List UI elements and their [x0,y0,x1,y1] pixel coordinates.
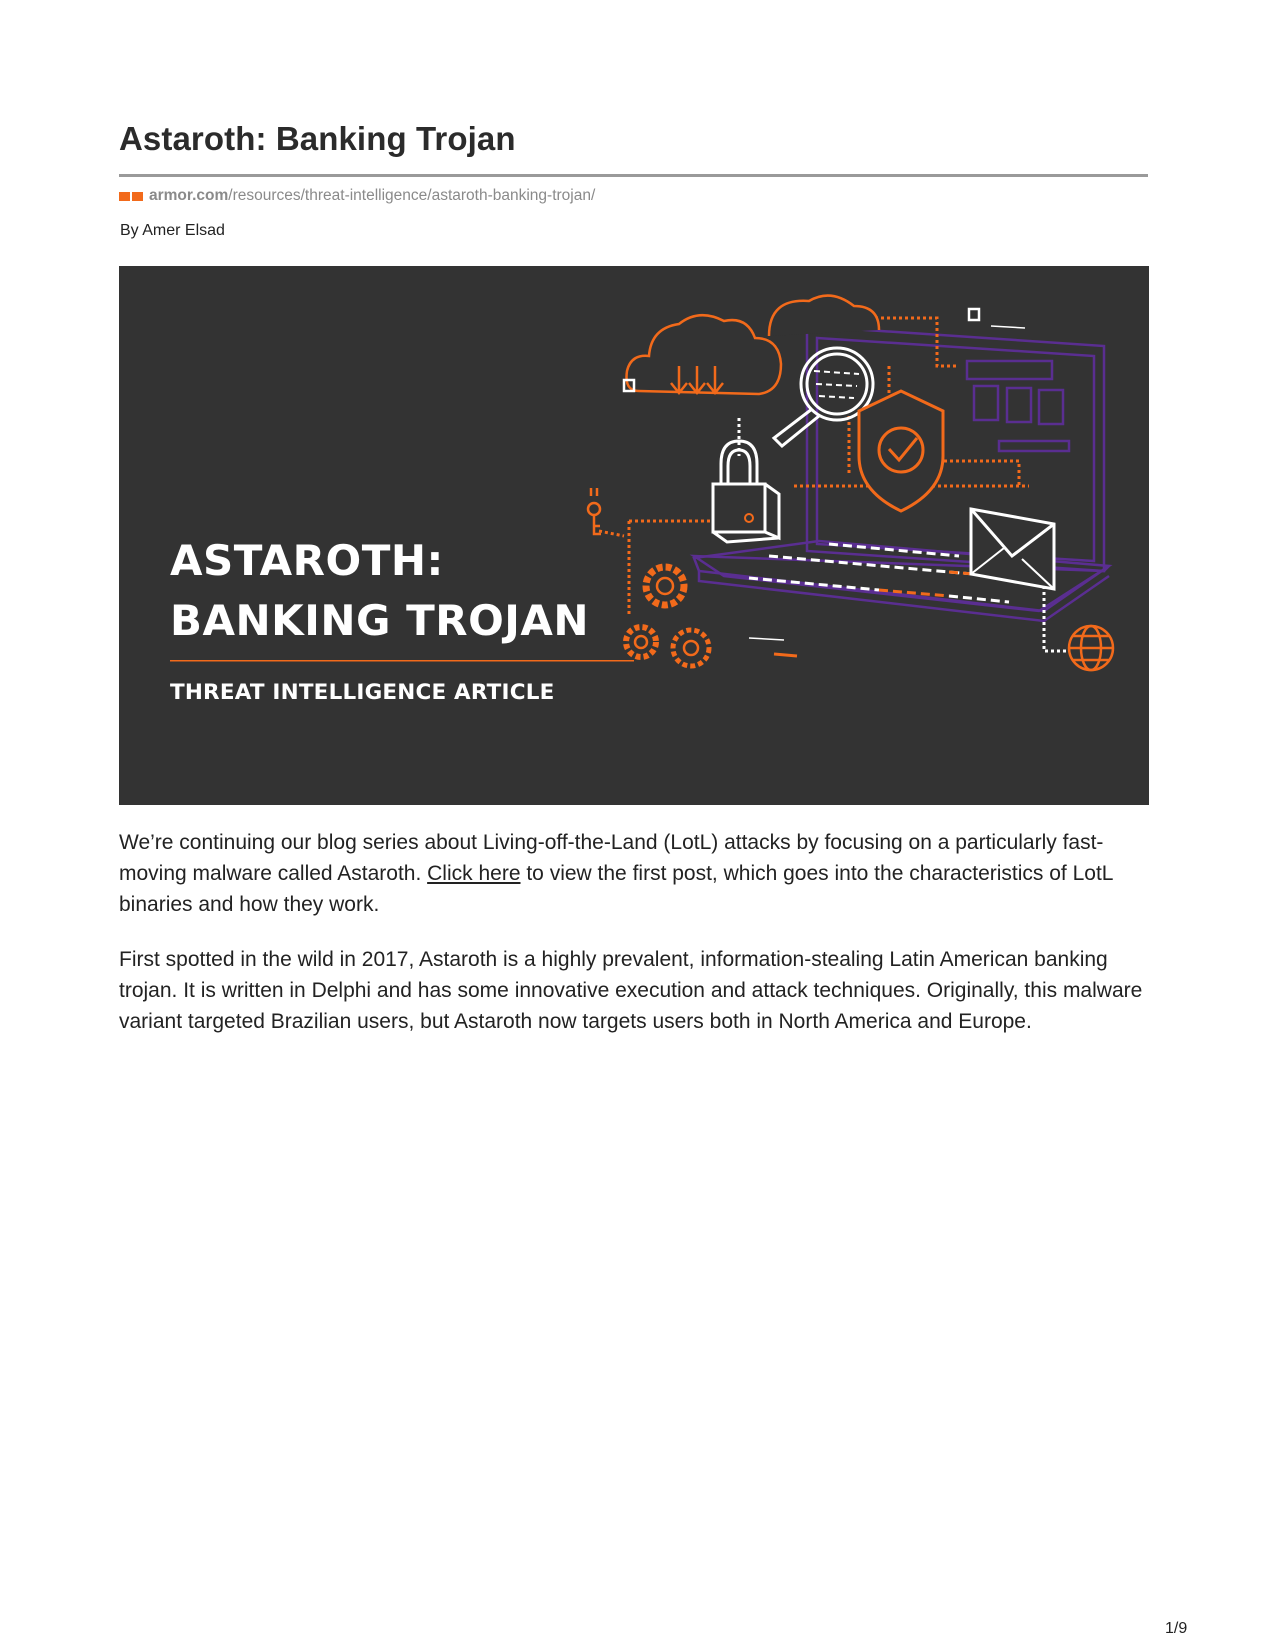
intro-paragraph [119,827,1159,920]
hero-title [170,531,600,651]
source-url[interactable] [119,187,595,205]
gears-icon [626,567,709,666]
intro-text-start: We’re continuing our blog series about Living-off-the-Land (LotL) attacks by focusing on a particularly fast-moving malware called Astaroth. [119,831,1104,885]
padlock-icon [713,441,779,542]
key-icon [588,488,601,534]
hero-banner [119,266,1149,805]
globe-icon [1069,626,1113,670]
page-title: Astaroth: Banking Trojan [119,120,516,157]
astaroth-overview-paragraph: First spotted in the wild in 2017, Astaroth is a highly prevalent, information-stealing Latin American banking trojan. It is written in Delphi and has some innovative execution and attack techniques. Originally, this malware variant targeted Brazilian users, but Astaroth now targets users both in North America and Europe. [119,948,1143,1033]
source-domain[interactable]: armor.com [149,187,229,204]
shield-check-icon [859,391,943,511]
intro-text-end: to view the first post, which goes into the characteristics of LotL binaries and how they work. [119,862,1113,916]
first-post-link[interactable]: Click here [427,862,521,885]
source-path[interactable]: /resources/threat-intelligence/astaroth-banking-trojan/ [228,187,596,204]
hero-title-line2: BANKING TROJAN [170,596,590,645]
title-divider [119,174,1148,177]
author-byline: By Amer Elsad [120,222,225,239]
envelope-icon [971,509,1054,589]
hero-subtitle: THREAT INTELLIGENCE ARTICLE [170,680,555,705]
hero-title-line1: ASTAROTH: [170,536,444,585]
cloud-download-icon [627,296,880,394]
armor-logo-icon [119,192,143,201]
page-number: 1/9 [1165,1620,1188,1637]
